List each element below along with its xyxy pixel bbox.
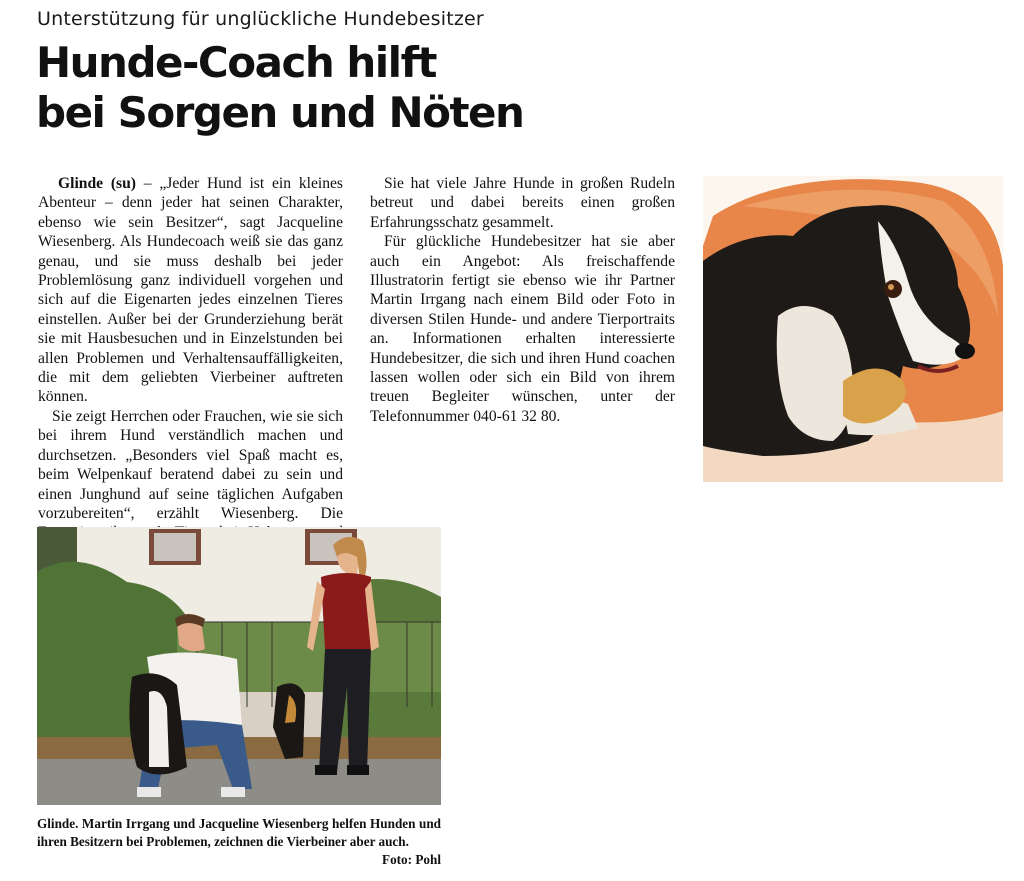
paragraph-text: – „Jeder Hund ist ein kleines Abenteur – denn jeder hat seinen Charakter, ebenso wie sein Besitzer“, sagt Jacqueline Wiesenberg. Als Hundecoach weiß sie das ganz genau, und sie muss deshalb bei jeder Problemlösung ganz individuell vorgehen und sich auf die Eigenarten jedes einzelnen Tieres einstellen. Außer bei der Grunderziehung berät sie mit Hausbesuchen und in Einzelstunden bei allen Problemen und Verhaltensauffälligkeiten, die mit dem geliebten Vierbeiner auftreten können. — [38, 175, 343, 406]
text-column-1 — [38, 174, 343, 562]
dateline: Glinde (su) — [58, 175, 136, 192]
headline-line-1: Hunde-Coach hilft — [36, 38, 436, 87]
photo-caption — [37, 815, 441, 869]
paragraph: Sie hat viele Jahre Hunde in großen Rudeln betreut und dabei bereits einen großen Erfahrungsschatz gesammelt. — [370, 175, 675, 231]
article-kicker: Unterstützung für unglückliche Hundebesitzer — [37, 8, 484, 30]
dog-illustration — [703, 176, 1003, 482]
photo-credit: Foto: Pohl — [382, 852, 441, 867]
paragraph: Für glückliche Hundebesitzer hat sie aber auch ein Angebot: Als freischaffende Illustratorin fertigt sie ebenso wie ihr Partner Martin Irrgang nach einem Bild oder Foto in diversen Stilen Hunde- und andere Tierportraits an. Informationen erhalten interessierte Hundebesitzer, die sich und ihren Hund coachen lassen wollen oder sich ein Bild von ihrem treuen Begleiter wünschen, unter der Telefonnummer 040-61 32 80. — [370, 233, 675, 425]
photo-couple-with-dogs — [37, 527, 441, 805]
text-column-2 — [370, 174, 675, 426]
paragraph: Sie zeigt Herrchen oder Frauchen, wie sie sich bei ihrem Hund verständlich machen und durchsetzen. „Besonders viel Spaß macht es, beim Welpenkauf beratend dabei zu sein und einen Junghund auf seine täglichen Aufgaben vorzubereiten“, erzählt Wiesenberg. Die — [38, 407, 343, 522]
article-headline — [36, 38, 523, 138]
caption-text: Glinde. Martin Irrgang und Jacqueline Wiesenberg helfen Hunden und ihren Besitzern bei Problemen, zeichnen die Vierbeiner aber auch. — [37, 816, 441, 849]
paragraph — [38, 174, 343, 407]
headline-line-2: bei Sorgen und Nöten — [36, 88, 524, 137]
